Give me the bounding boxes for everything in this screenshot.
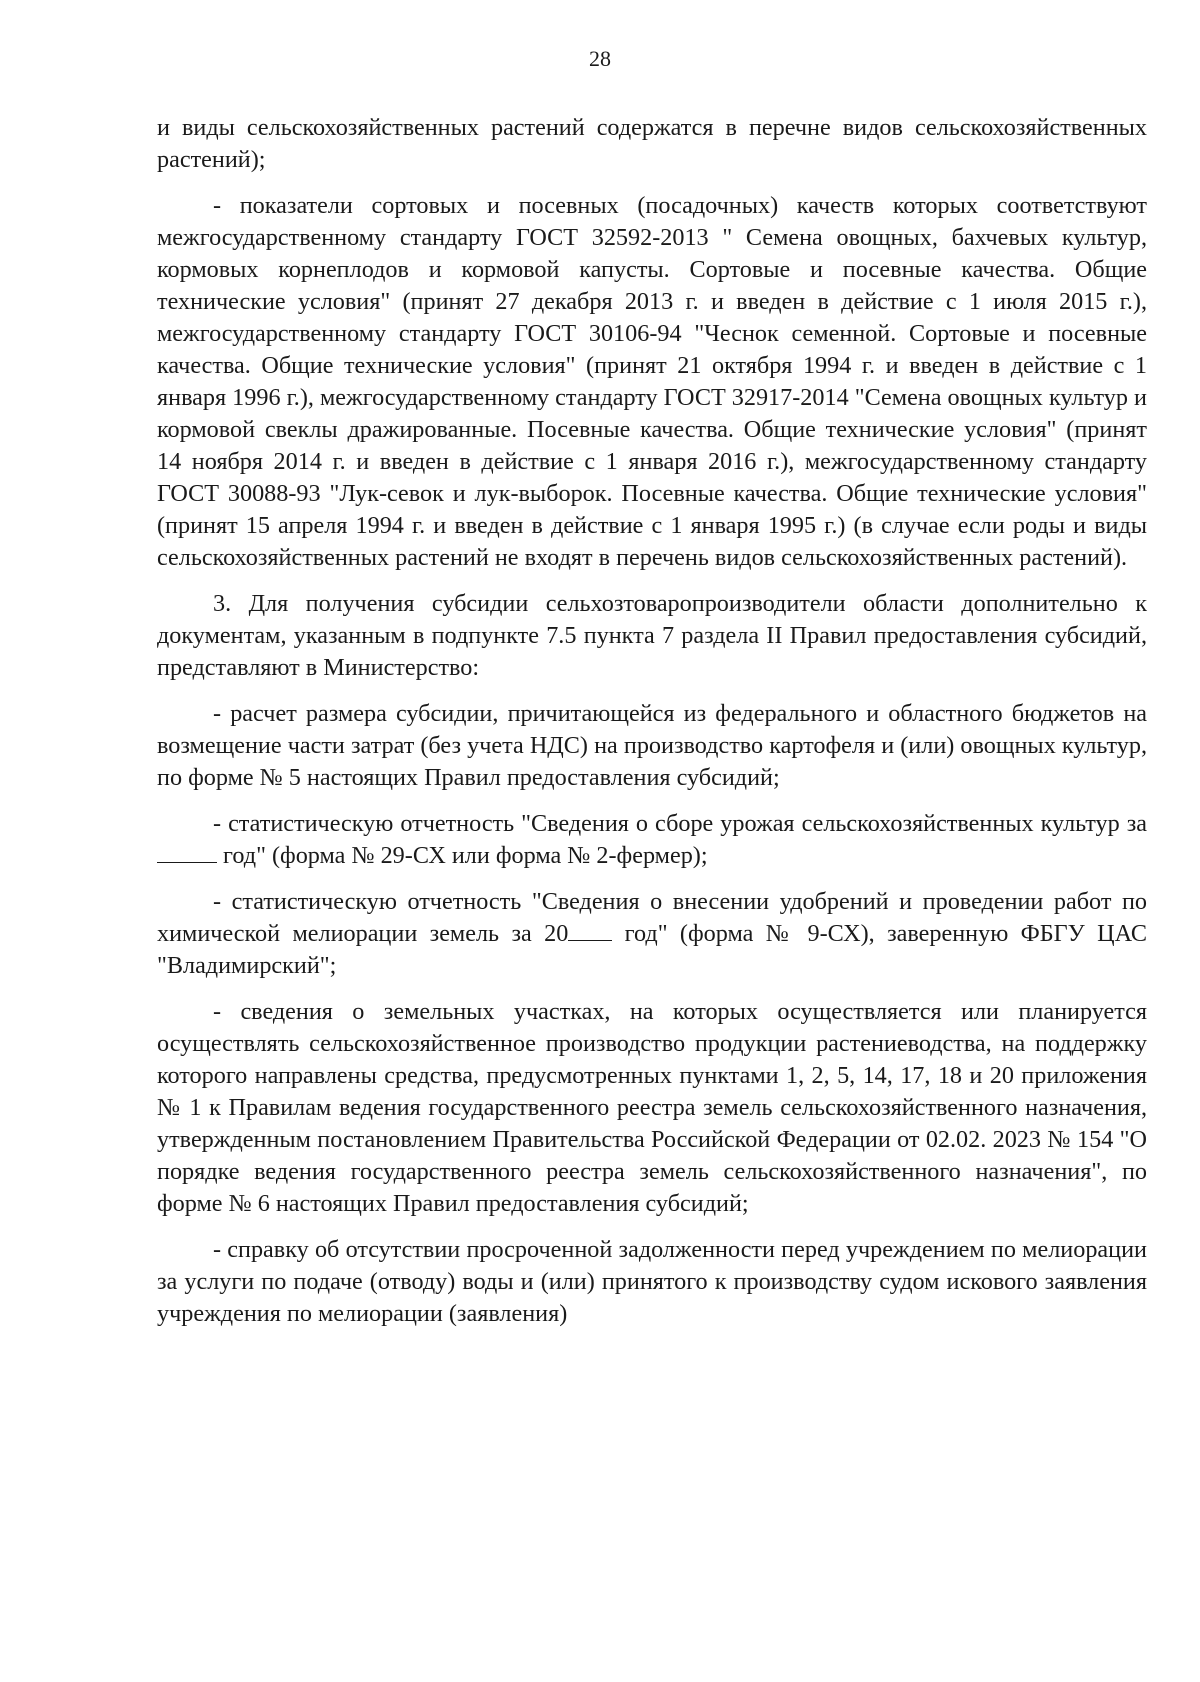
year-blank-field <box>157 842 217 863</box>
paragraph-harvest-statistics <box>157 808 1147 872</box>
page-number: 28 <box>589 46 611 71</box>
fertilizer-statistics-text-after: год" (форма № 9-СХ), заверенную ФБГУ ЦАС "Владимирский"; <box>157 920 1147 979</box>
paragraph-item-3: 3. Для получения субсидии сельхозтоваропроизводители области дополнительно к документам, указанным в подпункте 7.5 пункта 7 раздела II Правил предоставления субсидий, представляют в Министерство: <box>157 590 1147 681</box>
year-suffix-blank-field <box>568 920 612 941</box>
fertilizer-statistics-text-before: - статистическую отчетность "Сведения о внесении удобрений и проведении работ по химической мелиорации земель за 20 <box>157 888 1147 947</box>
paragraph-gost-standards: - показатели сортовых и посевных (посадочных) качеств которых соответствуют межгосударственному стандарту ГОСТ 32592-2013 " Семена овощных, бахчевых культур, кормовых корнеплодов и кормовой капусты. Сортовые и посевные качества. Общие технические условия" (принят 27 декабря 2013 г. и введен в действие с 1 июля 2015 г.), межгосударственному стандарту ГОСТ 30106-94 "Чеснок семенной. Сортовые и посевные качества. Общие технические условия" (принят 21 октября 1994 г. и введен в действие с 1 января 1996 г.), межгосударственному стандарту ГОСТ 32917-2014 "Семена овощных культур и кормовой свеклы дражированные. Посевные качества. Общие технические условия" (принят 14 ноября 2014 г. и введен в действие с 1 января 2016 г.), межгосударственному стандарту ГОСТ 30088-93 "Лук-севок и лук-выборок. Посевные качества. Общие технические условия" (принят 15 апреля 1994 г. и введен в действие с 1 января 1995 г.) (в случае если роды и виды сельскохозяйственных растений не входят в перечень видов сельскохозяйственных растений). <box>157 192 1147 571</box>
harvest-statistics-text-before: - статистическую отчетность "Сведения о сборе урожая сельскохозяйственных культур за <box>213 810 1147 837</box>
paragraph-debt-certificate: - справку об отсутствии просроченной задолженности перед учреждением по мелиорации за услуги по подаче (отводу) воды и (или) принятого к производству судом искового заявления учреждения по мелиорации (заявления) <box>157 1236 1147 1327</box>
harvest-statistics-text-after: год" (форма № 29-СХ или форма № 2-фермер); <box>217 842 708 869</box>
paragraph-fertilizer-statistics <box>157 886 1147 982</box>
paragraph-continuation: и виды сельскохозяйственных растений содержатся в перечне видов сельскохозяйственных растений); <box>157 114 1147 173</box>
paragraph-subsidy-calculation: - расчет размера субсидии, причитающейся из федерального и областного бюджетов на возмещение части затрат (без учета НДС) на производство картофеля и (или) овощных культур, по форме № 5 настоящих Правил предоставления субсидий; <box>157 700 1147 791</box>
document-body <box>157 112 1147 1344</box>
paragraph-land-plots: - сведения о земельных участках, на которых осуществляется или планируется осуществлять сельскохозяйственное производство продукции растениеводства, на поддержку которого направлены средства, предусмотренных пунктами 1, 2, 5, 14, 17, 18 и 20 приложения № 1 к Правилам ведения государственного реестра земель сельскохозяйственного назначения, утвержденным постановлением Правительства Российской Федерации от 02.02. 2023 № 154 "О порядке ведения государственного реестра земель сельскохозяйственного назначения", по форме № 6 настоящих Правил предоставления субсидий; <box>157 998 1147 1217</box>
